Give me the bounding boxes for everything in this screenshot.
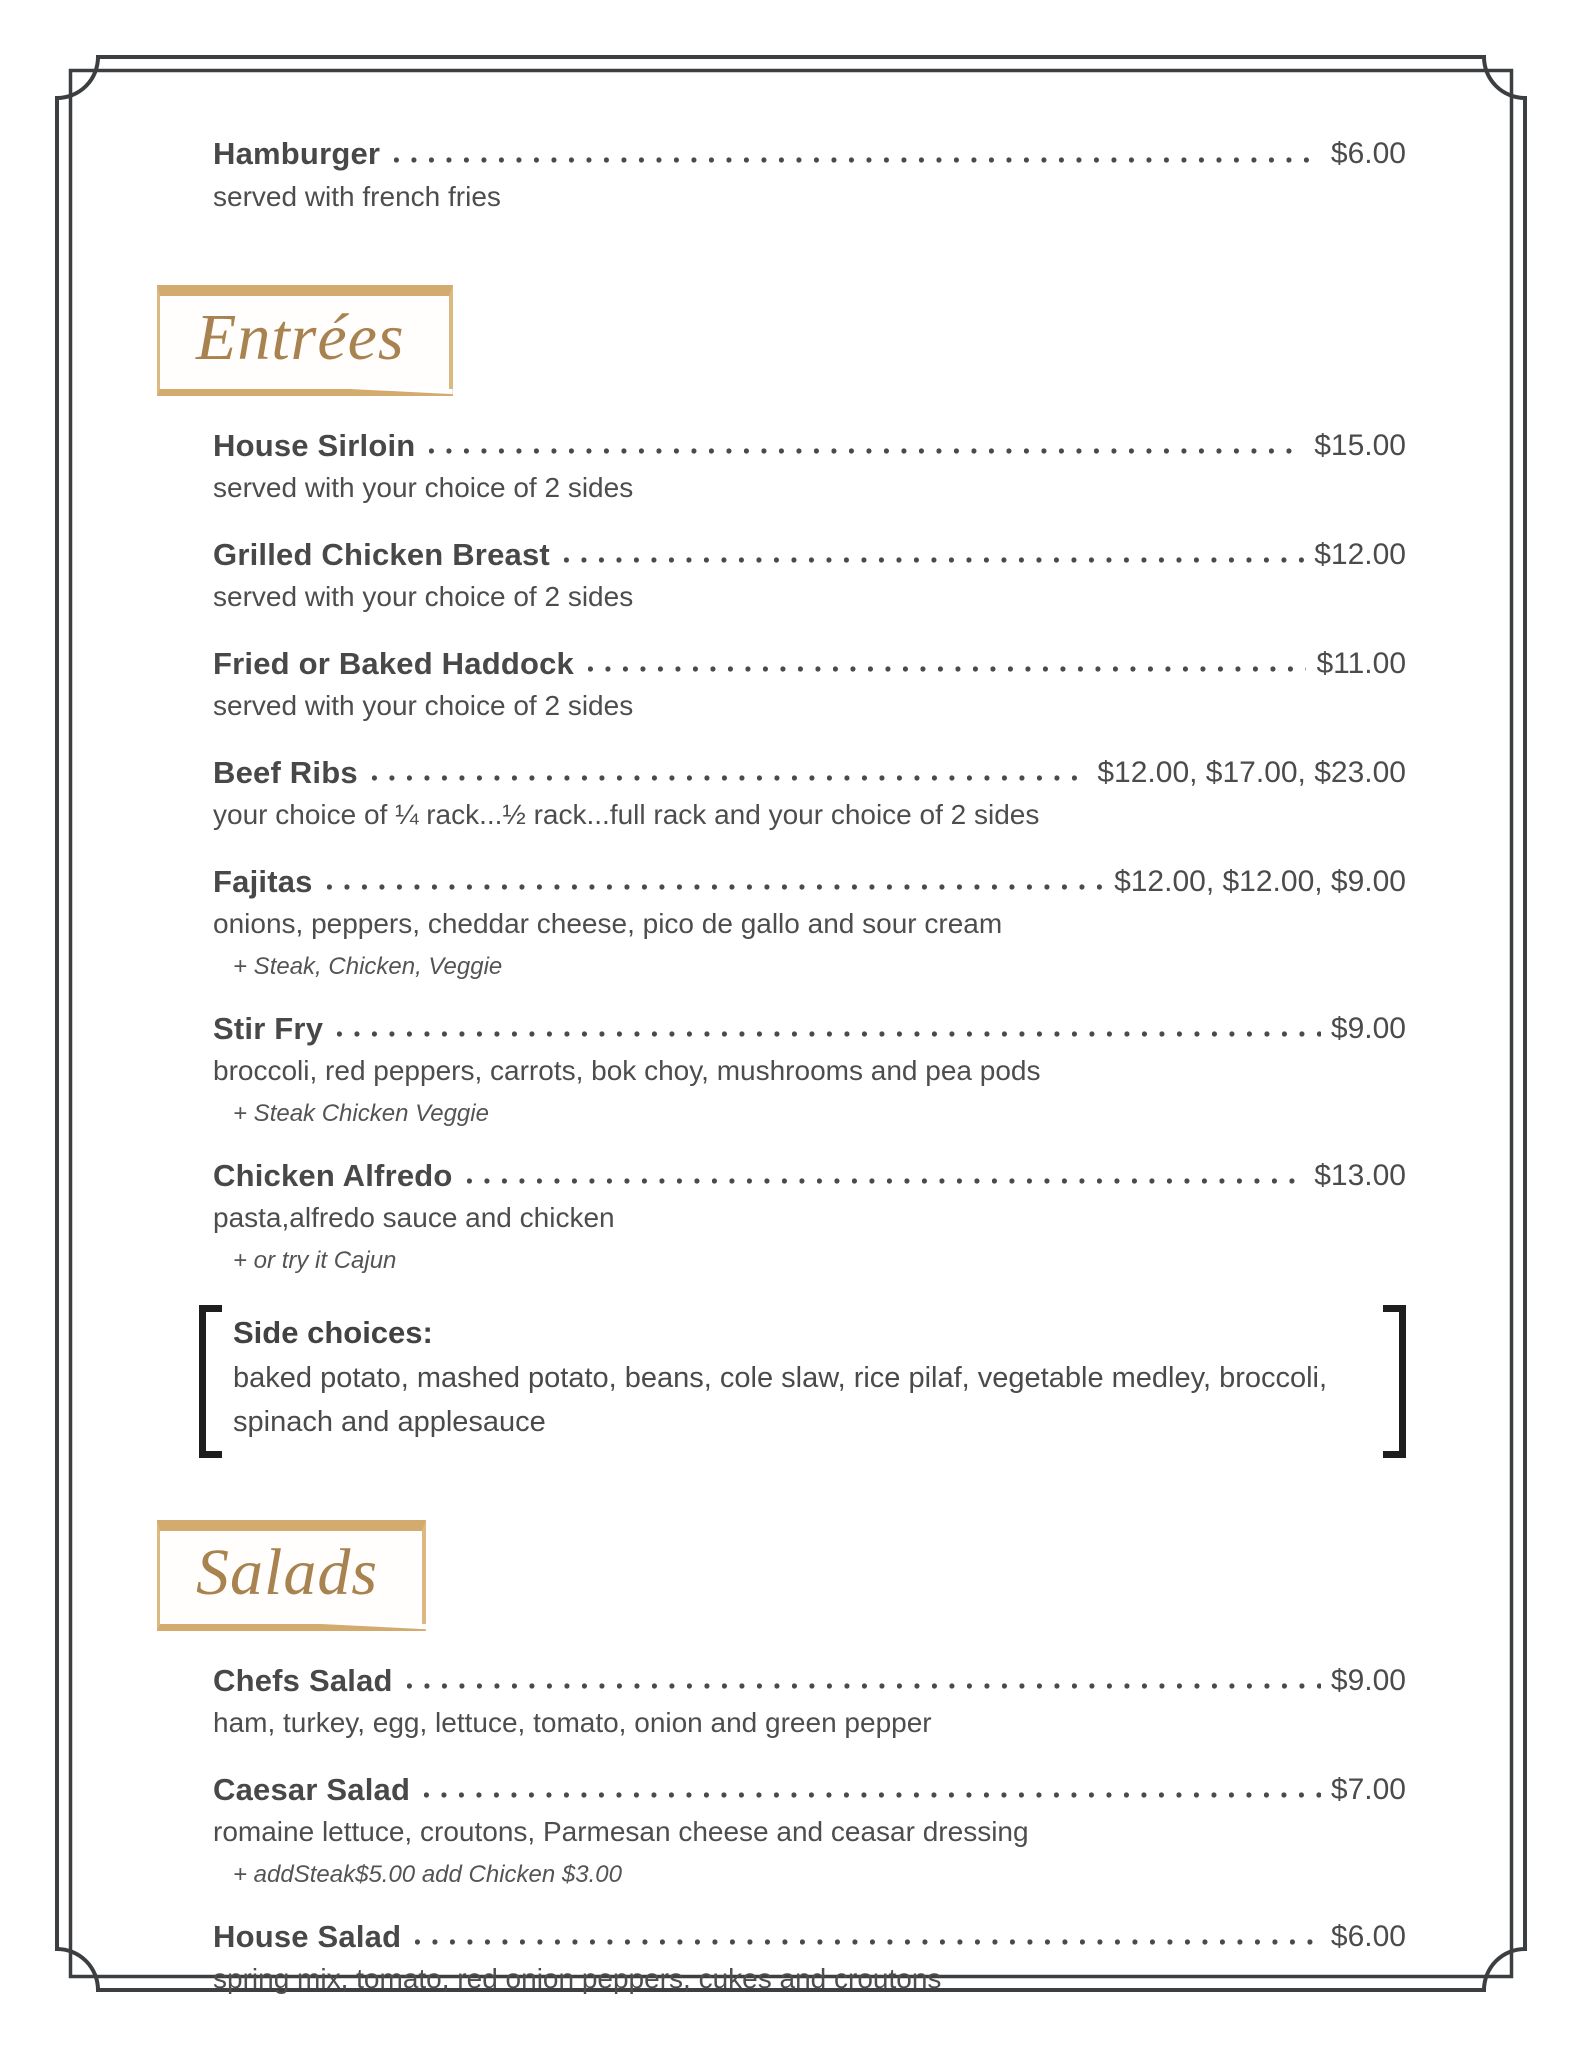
item-line bbox=[213, 1011, 1406, 1047]
menu-item-description: broccoli, red peppers, carrots, bok choy, mushrooms and pea pods bbox=[213, 1055, 1041, 1087]
dot-leader bbox=[415, 1937, 1321, 1947]
menu-item-price: $12.00 bbox=[1314, 537, 1406, 571]
menu-item bbox=[213, 428, 1406, 507]
menu-item-name: Caesar Salad bbox=[213, 1771, 411, 1807]
menu-item-description: served with french fries bbox=[213, 180, 501, 212]
menu-item-price: $7.00 bbox=[1330, 1772, 1406, 1806]
item-line bbox=[213, 1158, 1406, 1194]
item-line bbox=[213, 864, 1406, 900]
section-items-salads bbox=[213, 1663, 1406, 1998]
dot-leader bbox=[588, 664, 1306, 674]
dot-leader bbox=[407, 1681, 1321, 1691]
menu-item-description: served with your choice of 2 sides bbox=[213, 472, 634, 504]
item-line bbox=[213, 537, 1406, 573]
menu-item-addon: + Steak, Chicken, Veggie bbox=[233, 952, 503, 980]
item-line bbox=[213, 1663, 1406, 1699]
menu-item-name: Fajitas bbox=[213, 863, 313, 899]
side-note-label: Side choices: bbox=[233, 1314, 433, 1350]
side-choices-note bbox=[199, 1305, 1406, 1458]
menu-item-price: $6.00 bbox=[1330, 1919, 1406, 1953]
dot-leader bbox=[467, 1176, 1305, 1186]
dot-leader bbox=[564, 555, 1304, 565]
menu-item-name: Stir Fry bbox=[213, 1010, 324, 1046]
menu-item-name: Fried or Baked Haddock bbox=[213, 645, 574, 681]
menu-item-description: served with your choice of 2 sides bbox=[213, 581, 634, 613]
menu-item-price: $13.00 bbox=[1314, 1158, 1406, 1192]
menu-item-description: served with your choice of 2 sides bbox=[213, 690, 634, 722]
menu-item-price: $11.00 bbox=[1316, 646, 1406, 680]
menu-item-price: $9.00 bbox=[1330, 1663, 1406, 1697]
menu-item-description: onions, peppers, cheddar cheese, pico de gallo and sour cream bbox=[213, 908, 1003, 940]
menu-item-price: $6.00 bbox=[1330, 137, 1406, 171]
item-line bbox=[213, 1772, 1406, 1808]
item-line bbox=[213, 136, 1406, 172]
item-line bbox=[213, 755, 1406, 791]
menu-item-name: Chicken Alfredo bbox=[213, 1157, 453, 1193]
menu-item bbox=[213, 537, 1406, 616]
menu-item-description: pasta,alfredo sauce and chicken bbox=[213, 1202, 615, 1234]
menu-item-addon: + or try it Cajun bbox=[233, 1246, 397, 1274]
item-line bbox=[213, 428, 1406, 464]
menu-item bbox=[213, 1158, 1406, 1275]
dot-leader bbox=[429, 446, 1304, 456]
menu-item-name: House Sirloin bbox=[213, 427, 416, 463]
menu-item-hamburger bbox=[213, 136, 1406, 215]
menu-item bbox=[213, 1919, 1406, 1998]
menu-item-price: $12.00, $17.00, $23.00 bbox=[1097, 755, 1406, 789]
dot-leader bbox=[394, 155, 1321, 165]
menu-item-name: Hamburger bbox=[213, 136, 381, 171]
menu-item-addon: + addSteak$5.00 add Chicken $3.00 bbox=[233, 1860, 622, 1888]
dot-leader bbox=[337, 1029, 1321, 1039]
menu-item bbox=[213, 646, 1406, 725]
right-bracket bbox=[1383, 1305, 1406, 1458]
section-items-entrees bbox=[213, 428, 1406, 1275]
menu-item bbox=[213, 864, 1406, 981]
menu-item-price: $12.00, $12.00, $9.00 bbox=[1114, 864, 1406, 898]
menu-item-name: House Salad bbox=[213, 1918, 402, 1954]
menu-item-name: Beef Ribs bbox=[213, 754, 358, 790]
menu-item bbox=[213, 755, 1406, 834]
menu-item-description: romaine lettuce, croutons, Parmesan cheese and ceasar dressing bbox=[213, 1816, 1029, 1848]
menu-item-addon: + Steak Chicken Veggie bbox=[233, 1099, 489, 1127]
section-title: Salads bbox=[196, 1536, 379, 1610]
menu-item bbox=[213, 1772, 1406, 1889]
dot-leader bbox=[424, 1790, 1321, 1800]
item-line bbox=[213, 1919, 1406, 1955]
section-header-entrees bbox=[157, 285, 453, 396]
menu-item bbox=[213, 1663, 1406, 1742]
menu-item-name: Chefs Salad bbox=[213, 1662, 393, 1698]
menu-item-description: ham, turkey, egg, lettuce, tomato, onion and green pepper bbox=[213, 1707, 932, 1739]
menu-item-description: your choice of ¼ rack...½ rack...full rack and your choice of 2 sides bbox=[213, 799, 1040, 831]
section-title: Entrées bbox=[196, 301, 405, 375]
dot-leader bbox=[327, 882, 1104, 892]
menu-item-description: spring mix, tomato, red onion peppers, cukes and croutons bbox=[213, 1963, 942, 1995]
menu-item-price: $9.00 bbox=[1330, 1011, 1406, 1045]
menu-item-price: $15.00 bbox=[1314, 428, 1406, 462]
side-note-body bbox=[222, 1305, 1383, 1458]
menu-item bbox=[213, 1011, 1406, 1128]
side-note-text: baked potato, mashed potato, beans, cole slaw, rice pilaf, vegetable medley, broccoli, spinach and applesauce bbox=[233, 1362, 1328, 1438]
dot-leader bbox=[372, 773, 1088, 783]
section-header-salads bbox=[157, 1520, 426, 1631]
item-line bbox=[213, 646, 1406, 682]
left-bracket bbox=[199, 1305, 222, 1458]
menu-item-name: Grilled Chicken Breast bbox=[213, 536, 550, 572]
